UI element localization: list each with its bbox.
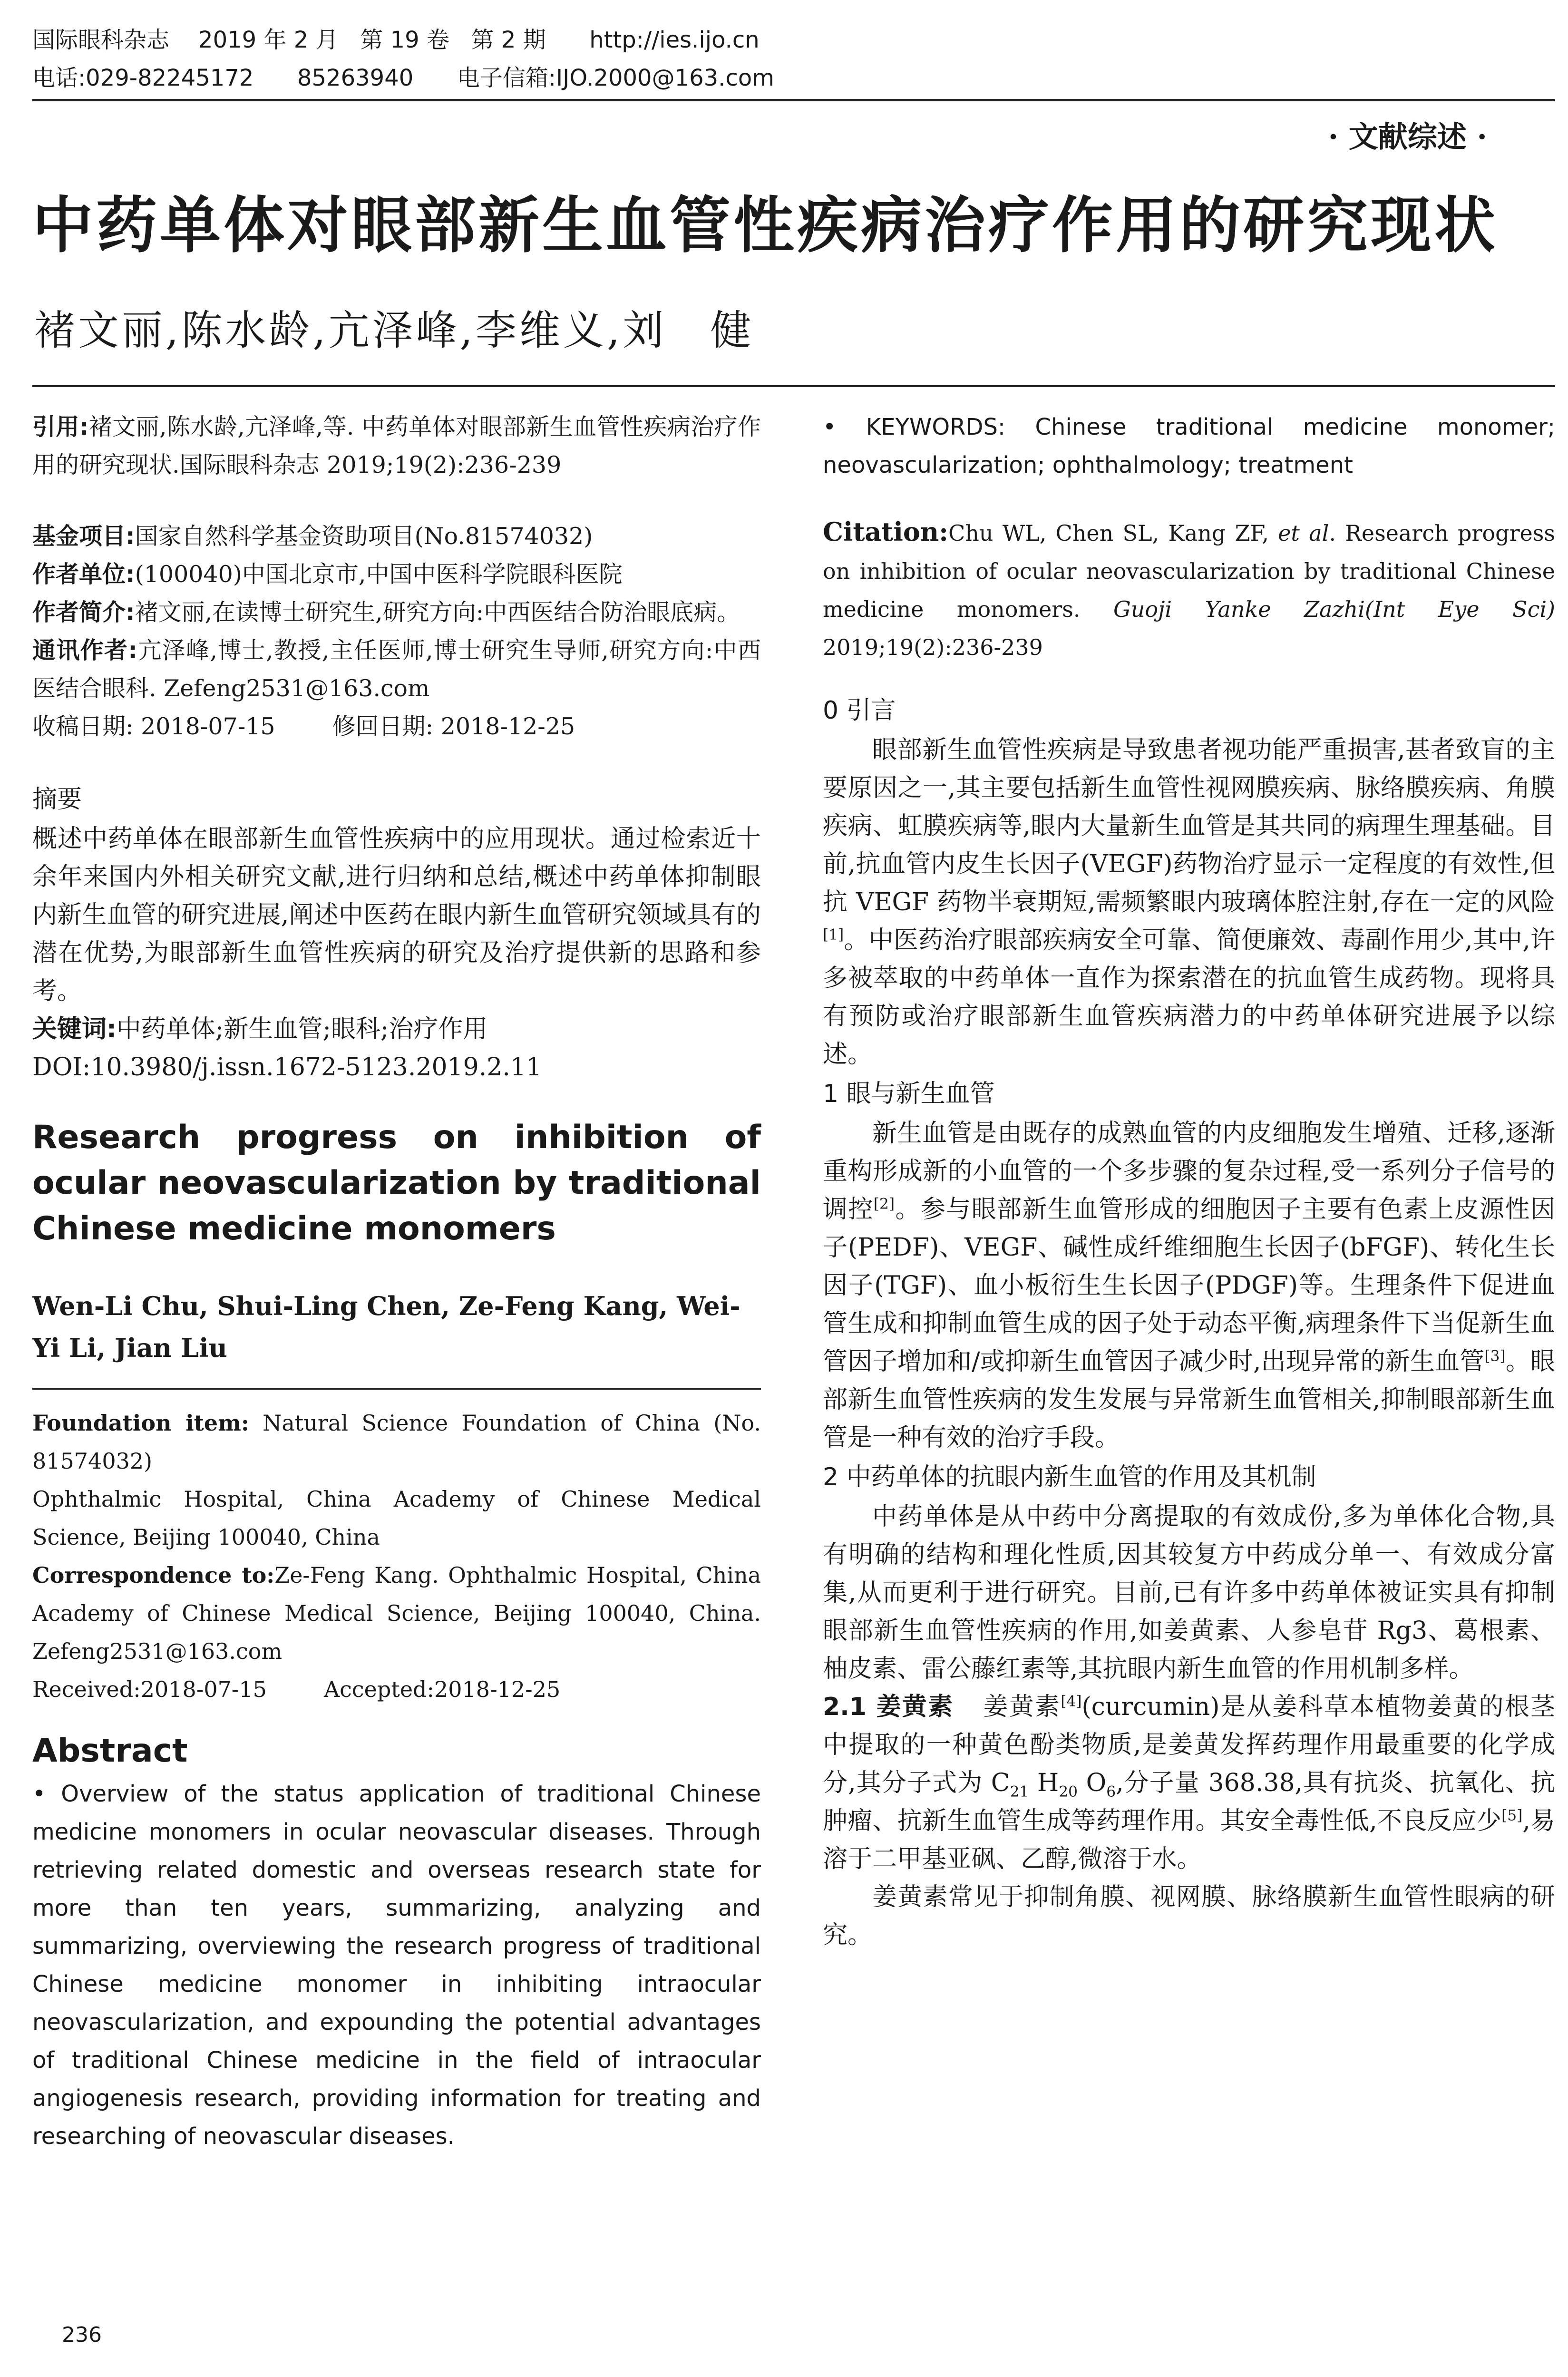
header-rule — [32, 99, 1555, 101]
article-title-en: Research progress on inhibition of ocular neovascularization by traditional Chinese medicine monomers — [32, 1119, 761, 1247]
correspondence-text: Ze-Feng Kang. Ophthalmic Hospital, China Academy of Chinese Medical Science, Beijing 100040, China. Zefeng2531@163.com — [32, 1562, 761, 1664]
right-column — [823, 408, 1555, 1954]
corr-label: 通讯作者: — [32, 637, 138, 664]
ref-1: [1] — [823, 926, 844, 944]
author-bio — [32, 594, 761, 632]
citation-en-label: Citation: — [823, 516, 949, 547]
keywords-en: • KEYWORDS: Chinese traditional medicine monomer; neovascularization; ophthalmology; treatment — [823, 414, 1555, 478]
fund-label: 基金项目: — [32, 523, 135, 550]
dates-en — [32, 1670, 761, 1708]
section-0-heading: 0 引言 — [823, 696, 896, 725]
formula-o: O — [1086, 1769, 1107, 1797]
article-title-cn: 中药单体对眼部新生血管性疾病治疗作用的研究现状 — [32, 190, 1499, 261]
section-1-text-c: 。眼部新生血管性疾病的发生发展与异常新生血管相关,抑制眼部新生血管是一种有效的治疗手段。 — [823, 1347, 1555, 1452]
keywords-cn-text: 中药单体;新生血管;眼科;治疗作用 — [116, 1015, 488, 1043]
abstract-cn-heading: 摘要 — [32, 785, 82, 814]
abstract-en-heading: Abstract — [32, 1732, 188, 1770]
ref-5: [5] — [1501, 1807, 1523, 1824]
left-column — [32, 408, 761, 2155]
unit-text: (100040)中国北京市,中国中医科学院眼科医院 — [135, 561, 623, 588]
correspondence-label: Correspondence to: — [32, 1562, 275, 1588]
citation-en-title: . Research progress on inhibition of ocular neovascularization by traditional Chinese medicine monomers. — [823, 520, 1555, 622]
authors-cn: 褚文丽,陈水龄,亢泽峰,李维义,刘 健 — [34, 307, 754, 354]
section-0-text-b: 。中医药治疗眼部疾病安全可靠、简便廉效、毒副作用少,其中,许多被萃取的中药单体一直作为探索潜在的抗血管生成药物。现将具有预防或治疗眼部新生血管疾病潜力的中药单体研究进展予以综述。 — [823, 926, 1555, 1069]
title-rule — [32, 385, 1555, 387]
fund-info — [32, 517, 761, 555]
doi: DOI:10.3980/j.issn.1672-5123.2019.2.11 — [32, 1053, 542, 1081]
bio-label: 作者简介: — [32, 599, 135, 626]
corr-text: 亢泽峰,博士,教授,主任医师,博士研究生导师,研究方向:中西医结合眼科. Zefeng2531@163.com — [32, 637, 761, 702]
ref-2: [2] — [873, 1195, 895, 1213]
affiliation-en: Ophthalmic Hospital, China Academy of Chinese Medical Science, Beijing 100040, China — [32, 1486, 761, 1550]
accepted-en: Accepted:2018-12-25 — [323, 1676, 561, 1702]
author-unit — [32, 555, 761, 594]
foundation-label: Foundation item: — [32, 1410, 249, 1436]
received-en: Received:2018-07-15 — [32, 1676, 267, 1702]
fund-text: 国家自然科学基金资助项目(No.81574032) — [135, 523, 593, 550]
section-2-1-heading: 2.1 姜黄素 — [823, 1693, 954, 1721]
abstract-en-text: • Overview of the status application of traditional Chinese medicine monomers in ocular neovascular diseases. Through retrieving related domestic and overseas research state for more than ten years, summarizing, analyzing and summarizing, overviewing the research progress of traditional Chinese medicine monomer in inhibiting intraocular neovascularization, and expounding the potential advantages of traditional Chinese medicine in the field of intraocular angiogenesis research, providing information for treating and researching of neovascular diseases. — [32, 1781, 761, 2150]
keywords-cn-label: 关键词: — [32, 1015, 117, 1043]
section-2-1-text-b: (curcumin)是从姜科草本植物姜黄的根茎中提取的一种黄色酚类物质,是姜黄发挥药理作用最重要的化学成分,其分子式为 C — [823, 1693, 1555, 1797]
formula-h: H — [1037, 1769, 1059, 1797]
foundation-item — [32, 1404, 761, 1480]
citation-cn-text: 褚文丽,陈水龄,亢泽峰,等. 中药单体对眼部新生血管性疾病治疗作用的研究现状.国际眼科杂志 2019;19(2):236-239 — [32, 413, 761, 478]
dates-cn — [32, 708, 761, 746]
citation-cn-label: 引用: — [32, 413, 89, 440]
section-1-text-a: 新生血管是由既存的成熟血管的内皮细胞发生增殖、迁移,逐渐重构形成新的小血管的一个多步骤的复杂过程,受一系列分子信号的调控 — [823, 1119, 1555, 1224]
correspondence — [32, 1556, 761, 1670]
citation-en-volume: 2019;19(2):236-239 — [823, 634, 1043, 660]
article-category: · 文献综述 · — [1328, 119, 1487, 154]
running-header-contact: 电话:029-82245172 85263940 电子信箱:IJO.2000@163.com — [32, 65, 774, 91]
section-2-heading: 2 中药单体的抗眼内新生血管的作用及其机制 — [823, 1463, 1316, 1491]
section-1-paragraph — [823, 1114, 1555, 1457]
page-number: 236 — [62, 2323, 102, 2347]
abstract-cn-text: 概述中药单体在眼部新生血管性疾病中的应用现状。通过检索近十余年来国内外相关研究文献,进行归纳和总结,概述中药单体抑制眼内新生血管的研究进展,阐述中医药在眼内新生血管研究领域具有的潜在优势,为眼部新生血管性疾病的研究及治疗提供新的思路和参考。 — [32, 825, 761, 1005]
ref-3: [3] — [1484, 1347, 1506, 1365]
section-2-1-text-d: ,易溶于二甲基亚砜、乙醇,微溶于水。 — [823, 1807, 1556, 1873]
bio-text: 褚文丽,在读博士研究生,研究方向:中西医结合防治眼底病。 — [135, 599, 740, 626]
section-2-1-text-c: ,分子量 368.38,具有抗炎、抗氧化、抗肿瘤、抗新生血管生成等药理作用。其安全毒性低,不良反应少 — [823, 1769, 1555, 1835]
corresponding-author — [32, 632, 761, 708]
section-2-1-paragraph — [823, 1688, 1555, 1878]
foundation-text: Natural Science Foundation of China (No. 81574032) — [32, 1410, 761, 1474]
revised-cn: 修回日期: 2018-12-25 — [332, 713, 575, 740]
section-2-1-paragraph-2: 姜黄素常见于抑制角膜、视网膜、脉络膜新生血管性眼病的研究。 — [823, 1883, 1555, 1949]
section-1-heading: 1 眼与新生血管 — [823, 1080, 995, 1108]
section-0-paragraph — [823, 731, 1555, 1073]
section-0-text-a: 眼部新生血管性疾病是导致患者视功能严重损害,甚者致盲的主要原因之一,其主要包括新生血管性视网膜疾病、脉络膜疾病、角膜疾病、虹膜疾病等,眼内大量新生血管是其共同的病理生理基础。目前,抗血管内皮生长因子(VEGF)药物治疗显示一定程度的有效性,但抗 VEGF 药物半衰期短,需频繁眼内玻璃体腔注射,存在一定的风险 — [823, 736, 1555, 916]
unit-label: 作者单位: — [32, 561, 135, 588]
received-cn: 收稿日期: 2018-07-15 — [32, 713, 275, 740]
section-1-text-b: 。参与眼部新生血管形成的细胞因子主要有色素上皮源性因子(PEDF)、VEGF、碱性成纤维细胞生长因子(bFGF)、转化生长因子(TGF)、血小板衍生生长因子(PDGF)等。生理条件下促进血管生成和抑制血管生成的因子处于动态平衡,病理条件下当促新生血管因子增加和/或抑新生血管因子减少时,出现异常的新生血管 — [823, 1195, 1555, 1376]
formula-c-sub: 21 — [1010, 1783, 1029, 1801]
citation-en — [823, 513, 1555, 666]
running-header-journal: 国际眼科杂志 2019 年 2 月 第 19 卷 第 2 期 http://ies.ijo.cn — [32, 27, 760, 53]
section-2-1-text-a: 姜黄素 — [982, 1693, 1061, 1721]
citation-en-journal: Guoji Yanke Zazhi(Int Eye Sci) — [1113, 596, 1555, 622]
section-2-paragraph: 中药单体是从中药中分离提取的有效成份,多为单体化合物,具有明确的结构和理化性质,因其较复方中药成分单一、有效成分富集,从而更利于进行研究。目前,已有许多中药单体被证实具有抑制眼部新生血管性疾病的作用,如姜黄素、人参皂苷 Rg3、葛根素、柚皮素、雷公藤红素等,其抗眼内新生血管的作用机制多样。 — [823, 1502, 1555, 1683]
citation-cn — [32, 408, 761, 484]
formula-h-sub: 20 — [1059, 1783, 1078, 1801]
ref-4: [4] — [1061, 1693, 1082, 1710]
authors-en: Wen-Li Chu, Shui-Ling Chen, Ze-Feng Kang, Wei-Yi Li, Jian Liu — [32, 1291, 740, 1363]
citation-en-authors: Chu WL, Chen SL, Kang ZF, — [948, 520, 1278, 546]
keywords-cn — [32, 1010, 761, 1048]
citation-en-etal: et al — [1278, 520, 1329, 546]
formula-o-sub: 6 — [1106, 1783, 1116, 1801]
